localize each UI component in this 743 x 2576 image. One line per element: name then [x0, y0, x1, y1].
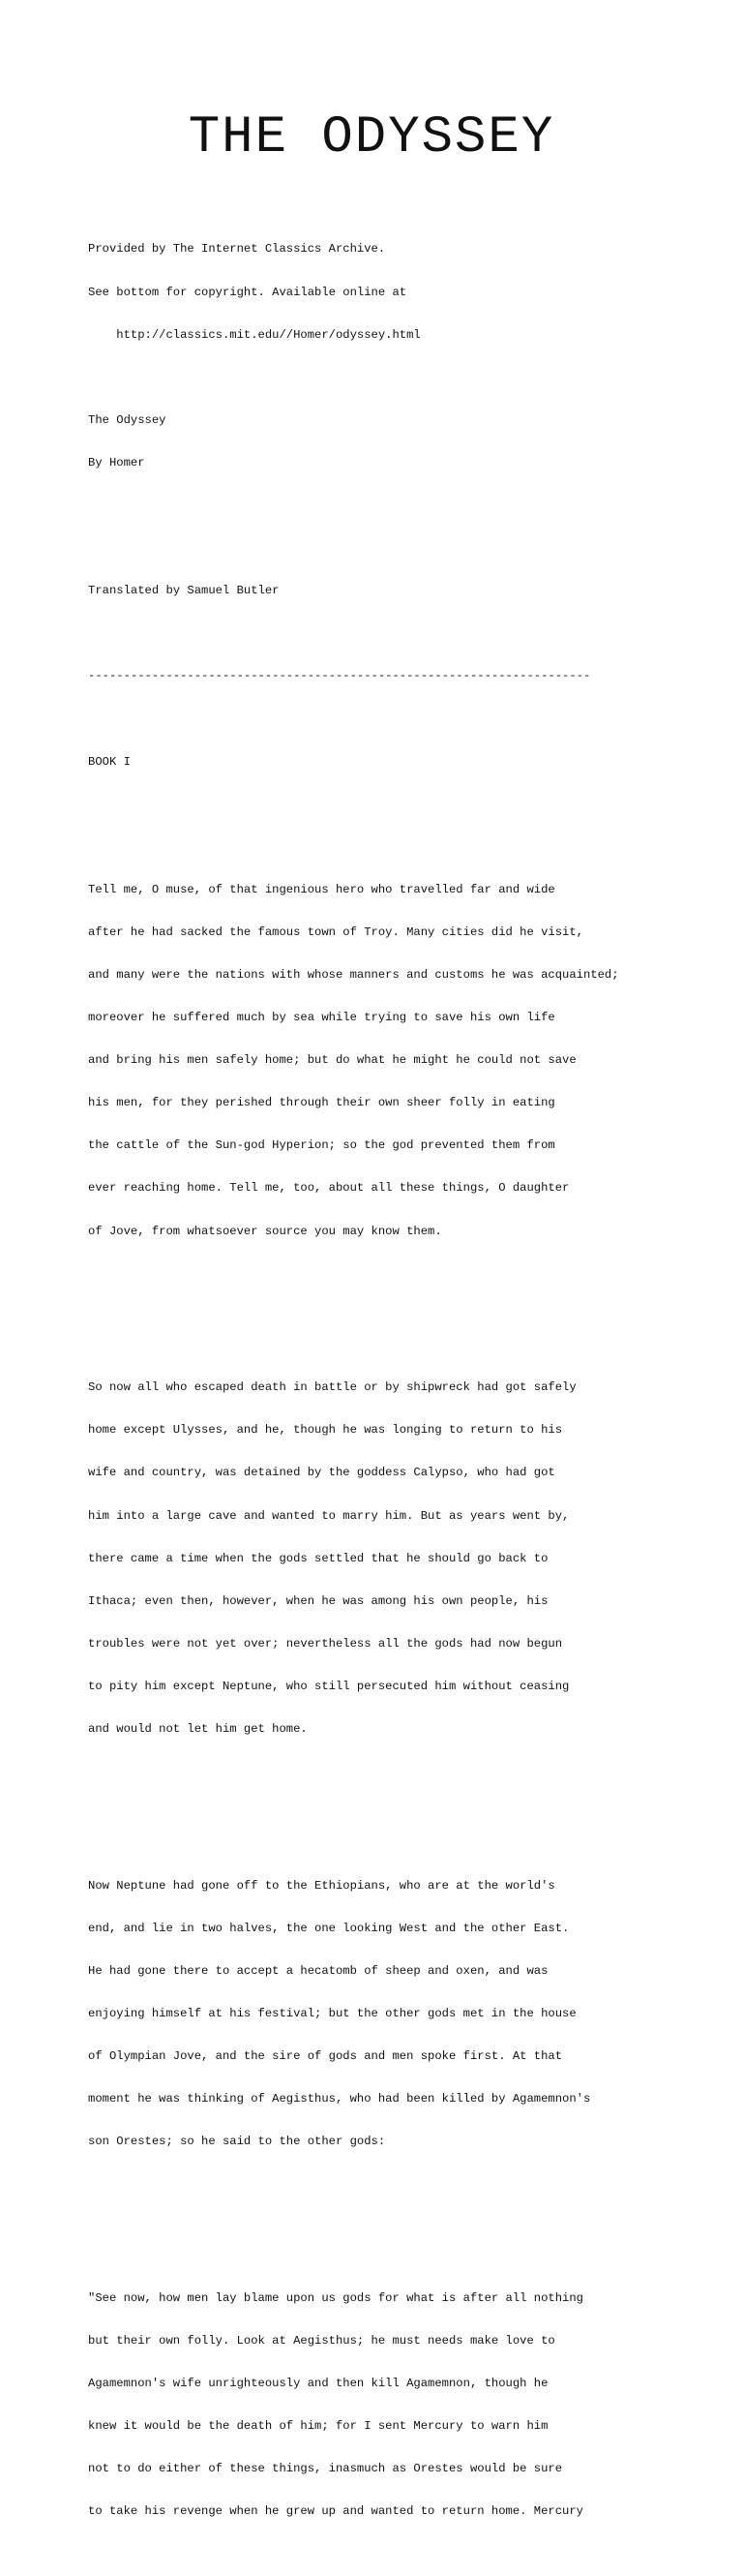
text-line: wife and country, was detained by the goddess Calypso, who had got — [88, 1466, 555, 1480]
blank-line — [88, 626, 707, 641]
text-line: end, and lie in two halves, the one looking West and the other East. — [88, 1921, 570, 1935]
text-line: knew it would be the death of him; for I sent Mercury to warn him — [88, 2419, 549, 2434]
text-line: and would not let him get home. — [88, 1722, 308, 1737]
text-line: him into a large cave and wanted to marry him. But as years went by, — [88, 1508, 570, 1523]
text-line: of Olympian Jove, and the sire of gods and men spoke first. At that — [88, 2049, 563, 2064]
text-line: there came a time when the gods settled that he should go back to — [88, 1551, 549, 1565]
text-line: and bring his men safely home; but do what he might he could not save — [88, 1053, 577, 1068]
text-line: to pity him except Neptune, who still persecuted him without ceasing — [88, 1679, 570, 1693]
separator-line: ----------------------------------------------------------------------- — [88, 669, 591, 683]
text-line: of Jove, from whatsoever source you may know them. — [88, 1224, 442, 1238]
translator-line: Translated by Samuel Butler — [88, 584, 280, 598]
text-line: to take his revenge when he grew up and wanted to return home. Mercury — [88, 2504, 583, 2519]
text-line: Agamemnon's wife unrighteously and then kill Agamemnon, though he — [88, 2377, 549, 2391]
text-line: He had gone there to accept a hecatomb of sheep and oxen, and was — [88, 1963, 549, 1978]
text-line: Now Neptune had gone off to the Ethiopians, who are at the world's — [88, 1878, 555, 1893]
paragraph-1 — [88, 854, 707, 1266]
document-title: THE ODYSSEY — [188, 108, 555, 167]
paragraph-3 — [88, 1850, 707, 2177]
blank-line — [88, 541, 707, 556]
blank-line — [88, 499, 707, 513]
provided-by-line: Provided by The Internet Classics Archive. — [88, 242, 386, 257]
text-line: moreover he suffered much by sea while trying to save his own life — [88, 1011, 555, 1025]
text-line: ever reaching home. Tell me, too, about all these things, O daughter — [88, 1181, 570, 1196]
text-line: after he had sacked the famous town of Troy. Many cities did he visit, — [88, 924, 583, 939]
paragraph-4 — [88, 2263, 707, 2548]
blank-line — [88, 371, 707, 385]
blank-line — [88, 798, 707, 812]
blank-line — [88, 1794, 707, 1808]
book-heading: BOOK I — [88, 754, 131, 769]
document-body — [88, 214, 707, 2576]
text-line: enjoying himself at his festival; but the other gods met in the house — [88, 2007, 577, 2021]
text-line: "See now, how men lay blame upon us gods for what is after all nothing — [88, 2291, 583, 2305]
text-line: not to do either of these things, inasmuch as Orestes would be sure — [88, 2462, 563, 2476]
text-line: and many were the nations with whose manners and customs he was acquainted; — [88, 968, 619, 983]
text-line: the cattle of the Sun-god Hyperion; so the god prevented them from — [88, 1138, 555, 1153]
paragraph-2 — [88, 1352, 707, 1765]
source-url: http://classics.mit.edu//Homer/odyssey.html — [88, 327, 421, 342]
text-line: his men, for they perished through their own sheer folly in eating — [88, 1096, 555, 1110]
blank-line — [88, 1295, 707, 1310]
text-line: Tell me, O muse, of that ingenious hero who travelled far and wide — [88, 882, 555, 896]
blank-line — [88, 712, 707, 726]
text-line: So now all who escaped death in battle or by shipwreck had got safely — [88, 1380, 577, 1395]
text-line: moment he was thinking of Aegisthus, who had been killed by Agamemnon's — [88, 2092, 591, 2106]
author-line: By Homer — [88, 455, 145, 470]
text-line: troubles were not yet over; nevertheless all the gods had now begun — [88, 1636, 563, 1651]
copyright-note-line: See bottom for copyright. Available online at — [88, 285, 407, 299]
text-line: son Orestes; so he said to the other gods: — [88, 2135, 386, 2149]
text-line: Ithaca; even then, however, when he was among his own people, his — [88, 1593, 549, 1608]
work-title: The Odyssey — [88, 412, 166, 427]
text-line: home except Ulysses, and he, though he was longing to return to his — [88, 1423, 563, 1438]
text-line: but their own folly. Look at Aegisthus; he must needs make love to — [88, 2334, 555, 2349]
blank-line — [88, 2206, 707, 2221]
